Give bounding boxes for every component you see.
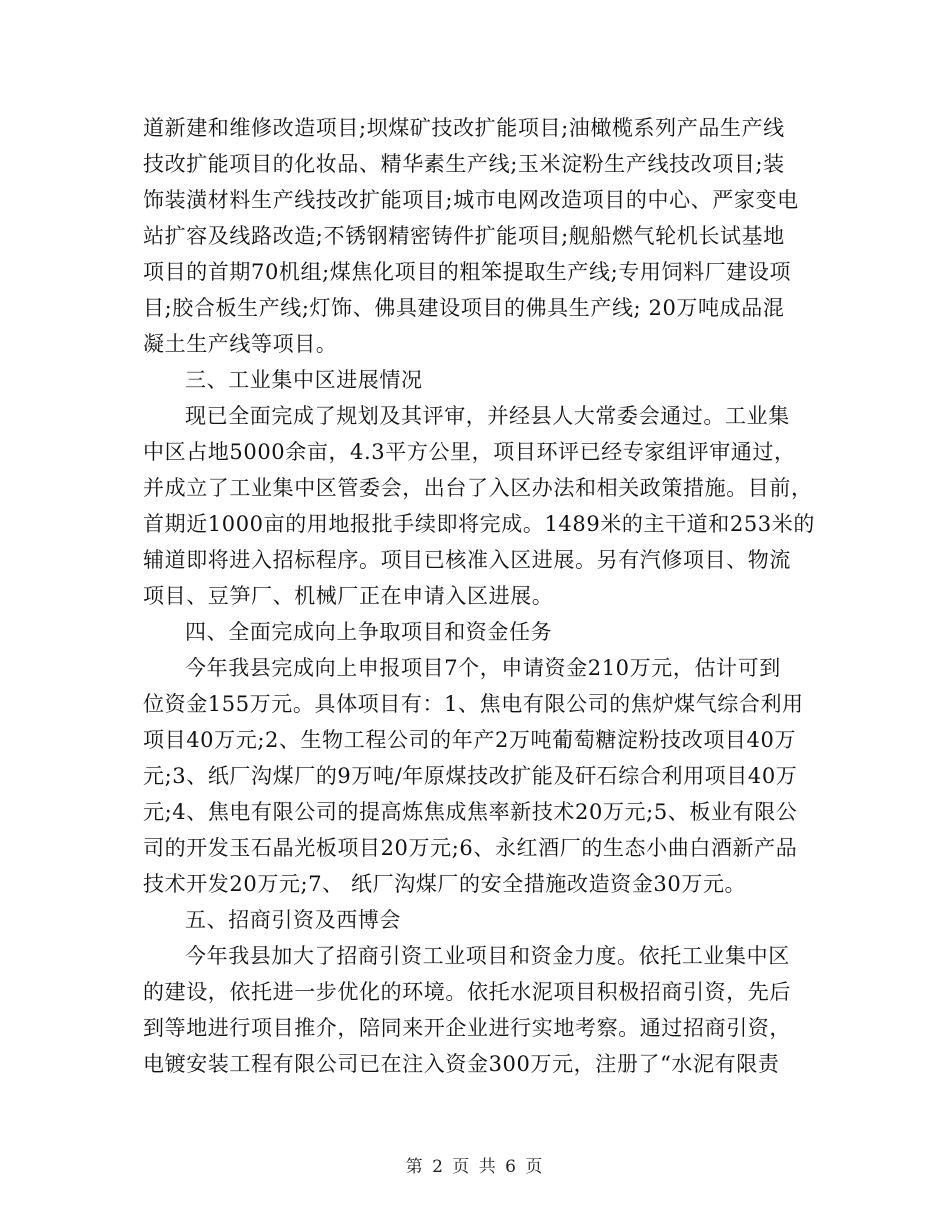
paragraph-line: 到等地进行项目推介，陪同来开企业进行实地考察。通过招商引资， <box>143 1016 791 1040</box>
paragraph-line: 元;4、焦电有限公司的提高炼焦成焦率新技术20万元;5、板业有限公 <box>143 800 798 824</box>
paragraph-line: 饰装潢材料生产线技改扩能项目;城市电网改造项目的中心、严家变电 <box>143 188 799 212</box>
section-heading: 四、全面完成向上争取项目和资金任务 <box>185 620 553 644</box>
paragraph-line: 辅道即将进入招标程序。项目已核准入区进展。另有汽修项目、物流 <box>143 548 791 572</box>
document-body <box>143 110 815 1082</box>
paragraph-line: 今年我县加大了招商引资工业项目和资金力度。依托工业集中区 <box>185 944 790 968</box>
paragraph-line: 凝土生产线等项目。 <box>143 332 338 356</box>
paragraph-line: 技术开发20万元;7、 纸厂沟煤厂的安全措施改造资金30万元。 <box>143 872 747 896</box>
paragraph-line: 位资金155万元。具体项目有：1、焦电有限公司的焦炉煤气综合利用 <box>143 692 804 716</box>
paragraph-line: 现已全面完成了规划及其评审，并经县人大常委会通过。工业集 <box>185 404 790 428</box>
paragraph-line: 元;3、纸厂沟煤厂的9万吨/年原煤技改扩能及矸石综合利用项目40万 <box>143 764 798 788</box>
paragraph-line: 目;胶合板生产线;灯饰、佛具建设项目的佛具生产线; 20万吨成品混 <box>143 296 785 320</box>
paragraph-line: 电镀安装工程有限公司已在注入资金300万元，注册了“水泥有限责 <box>143 1052 780 1076</box>
paragraph-line: 司的开发玉石晶光板项目20万元;6、永红酒厂的生态小曲白酒新产品 <box>143 836 798 860</box>
paragraph-line: 中区占地5000余亩，4.3平方公里，项目环评已经专家组评审通过， <box>143 440 796 464</box>
paragraph-line: 道新建和维修改造项目;坝煤矿技改扩能项目;油橄榄系列产品生产线 <box>143 116 785 140</box>
paragraph-line: 首期近1000亩的用地报批手续即将完成。1489米的主干道和253米的 <box>143 512 815 536</box>
section-heading: 三、工业集中区进展情况 <box>185 368 423 392</box>
paragraph-line: 技改扩能项目的化妆品、精华素生产线;玉米淀粉生产线技改项目;装 <box>143 152 785 176</box>
paragraph-line: 今年我县完成向上申报项目7个，申请资金210万元，估计可到 <box>185 656 781 680</box>
paragraph-line: 站扩容及线路改造;不锈钢精密铸件扩能项目;舰船燃气轮机长试基地 <box>143 224 785 248</box>
paragraph-line: 并成立了工业集中区管委会，出台了入区办法和相关政策措施。目前， <box>143 476 813 500</box>
page-number-footer: 第 2 页 共 6 页 <box>405 1157 545 1177</box>
paragraph-line: 项目40万元;2、生物工程公司的年产2万吨葡萄糖淀粉技改项目40万 <box>143 728 797 752</box>
paragraph-line: 项目的首期70机组;煤焦化项目的粗笨提取生产线;专用饲料厂建设项 <box>143 260 792 284</box>
paragraph-line: 的建设，依托进一步优化的环境。依托水泥项目积极招商引资，先后 <box>143 980 791 1004</box>
paragraph-line: 项目、豆笋厂、机械厂正在申请入区进展。 <box>143 584 554 608</box>
section-heading: 五、招商引资及西博会 <box>185 908 401 932</box>
